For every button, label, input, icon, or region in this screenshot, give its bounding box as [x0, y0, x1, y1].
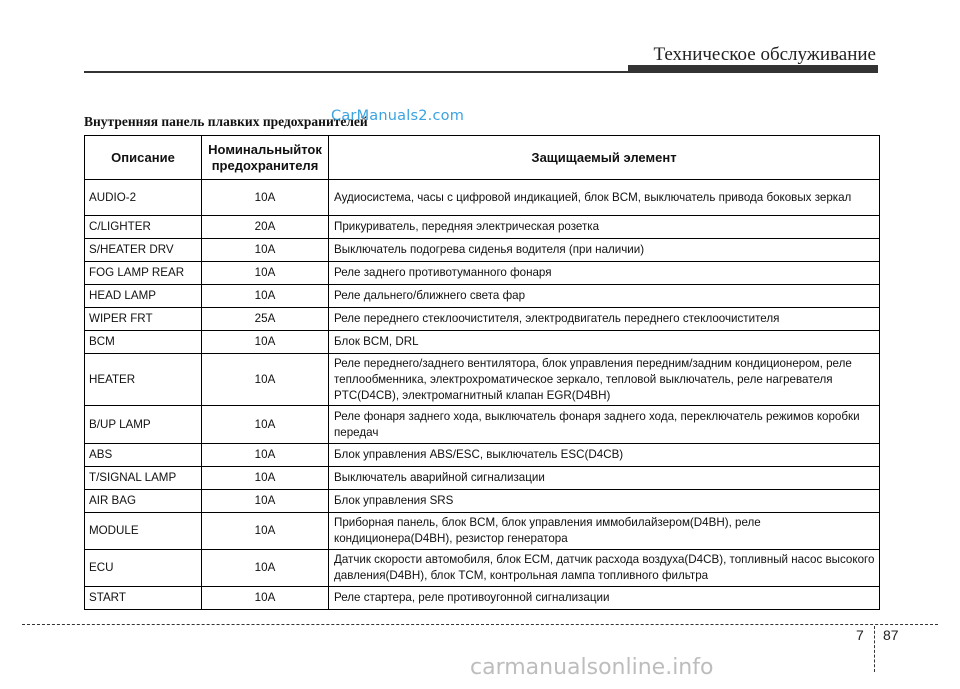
fuse-protected: Выключатель подогрева сиденья водителя (при наличии)	[329, 239, 880, 262]
fuse-name: WIPER FRT	[85, 308, 202, 331]
fuse-rating: 10A	[202, 467, 329, 490]
fuse-protected: Блок управления ABS/ESC, выключатель ESC(D4CB)	[329, 444, 880, 467]
fuse-table	[84, 135, 880, 610]
chapter-number: 7	[856, 627, 864, 643]
table-row	[85, 239, 880, 262]
table-row	[85, 216, 880, 239]
fuse-name: S/HEATER DRV	[85, 239, 202, 262]
section-title: Внутренняя панель плавких предохранителей	[84, 114, 368, 129]
fuse-rating: 10A	[202, 490, 329, 513]
fuse-protected: Реле переднего стеклоочистителя, электродвигатель переднего стеклоочистителя	[329, 308, 880, 331]
table-row	[85, 467, 880, 490]
fuse-rating: 10A	[202, 444, 329, 467]
watermark-bottom: carmanualsonline.info	[470, 655, 714, 680]
fuse-name: ECU	[85, 550, 202, 587]
fuse-protected: Блок BCM, DRL	[329, 331, 880, 354]
fuse-protected: Датчик скорости автомобиля, блок ECM, датчик расхода воздуха(D4CB), топливный насос высокого давления(D4BH), блок TCM, контрольная лампа топливного фильтра	[329, 550, 880, 587]
fuse-rating: 10A	[202, 331, 329, 354]
column-header-protected: Защищаемый элемент	[329, 136, 880, 180]
fuse-protected: Реле переднего/заднего вентилятора, блок управления передним/задним кондиционером, реле теплообменника, электрохроматическое зеркало, тепловой выключатель, реле нагревателя PTC(D4CB), электромагнитный клапан EGR(D4BH)	[329, 354, 880, 406]
page-header-title: Техническое обслуживание	[653, 44, 876, 65]
fuse-name: FOG LAMP REAR	[85, 262, 202, 285]
fuse-protected: Выключатель аварийной сигнализации	[329, 467, 880, 490]
page-number: 87	[883, 627, 899, 643]
fuse-name: AUDIO-2	[85, 180, 202, 216]
table-row	[85, 490, 880, 513]
header-rule-accent	[628, 65, 878, 73]
fuse-name: BCM	[85, 331, 202, 354]
fuse-name: START	[85, 587, 202, 610]
fuse-name: HEATER	[85, 354, 202, 406]
table-row	[85, 354, 880, 406]
fuse-protected: Реле дальнего/ближнего света фар	[329, 285, 880, 308]
table-row	[85, 587, 880, 610]
fuse-rating: 10A	[202, 550, 329, 587]
table-row	[85, 308, 880, 331]
fuse-name: MODULE	[85, 513, 202, 550]
fuse-protected: Приборная панель, блок BCM, блок управления иммобилайзером(D4BH), реле кондиционера(D4BH), резистор генератора	[329, 513, 880, 550]
table-header-row	[85, 136, 880, 180]
watermark-top: CarManuals2.com	[331, 108, 465, 124]
column-header-description: Описание	[85, 136, 202, 180]
fuse-protected: Аудиосистема, часы с цифровой индикацией, блок BCM, выключатель привода боковых зеркал	[329, 180, 880, 216]
fuse-rating: 10A	[202, 262, 329, 285]
fuse-name: ABS	[85, 444, 202, 467]
fuse-rating: 10A	[202, 354, 329, 406]
table-row	[85, 444, 880, 467]
table-row	[85, 262, 880, 285]
fuse-name: HEAD LAMP	[85, 285, 202, 308]
fuse-rating: 10A	[202, 180, 329, 216]
fuse-rating: 10A	[202, 513, 329, 550]
fuse-name: T/SIGNAL LAMP	[85, 467, 202, 490]
fuse-rating: 10A	[202, 285, 329, 308]
page-number-separator	[874, 626, 875, 672]
fuse-protected: Блок управления SRS	[329, 490, 880, 513]
fuse-rating: 10A	[202, 239, 329, 262]
table-row	[85, 285, 880, 308]
fuse-rating: 10A	[202, 587, 329, 610]
fuse-name: AIR BAG	[85, 490, 202, 513]
table-row	[85, 406, 880, 444]
column-header-rating: Номинальныйток предохранителя	[202, 136, 329, 180]
footer-divider	[22, 624, 938, 625]
table-row	[85, 550, 880, 587]
fuse-rating: 25A	[202, 308, 329, 331]
fuse-name: B/UP LAMP	[85, 406, 202, 444]
fuse-protected: Реле заднего противотуманного фонаря	[329, 262, 880, 285]
fuse-protected: Реле стартера, реле противоугонной сигнализации	[329, 587, 880, 610]
table-row	[85, 331, 880, 354]
fuse-rating: 20A	[202, 216, 329, 239]
fuse-protected: Реле фонаря заднего хода, выключатель фонаря заднего хода, переключатель режимов коробки передач	[329, 406, 880, 444]
table-row	[85, 180, 880, 216]
fuse-protected: Прикуриватель, передняя электрическая розетка	[329, 216, 880, 239]
table-row	[85, 513, 880, 550]
fuse-name: C/LIGHTER	[85, 216, 202, 239]
header-rule	[84, 71, 628, 73]
fuse-rating: 10A	[202, 406, 329, 444]
